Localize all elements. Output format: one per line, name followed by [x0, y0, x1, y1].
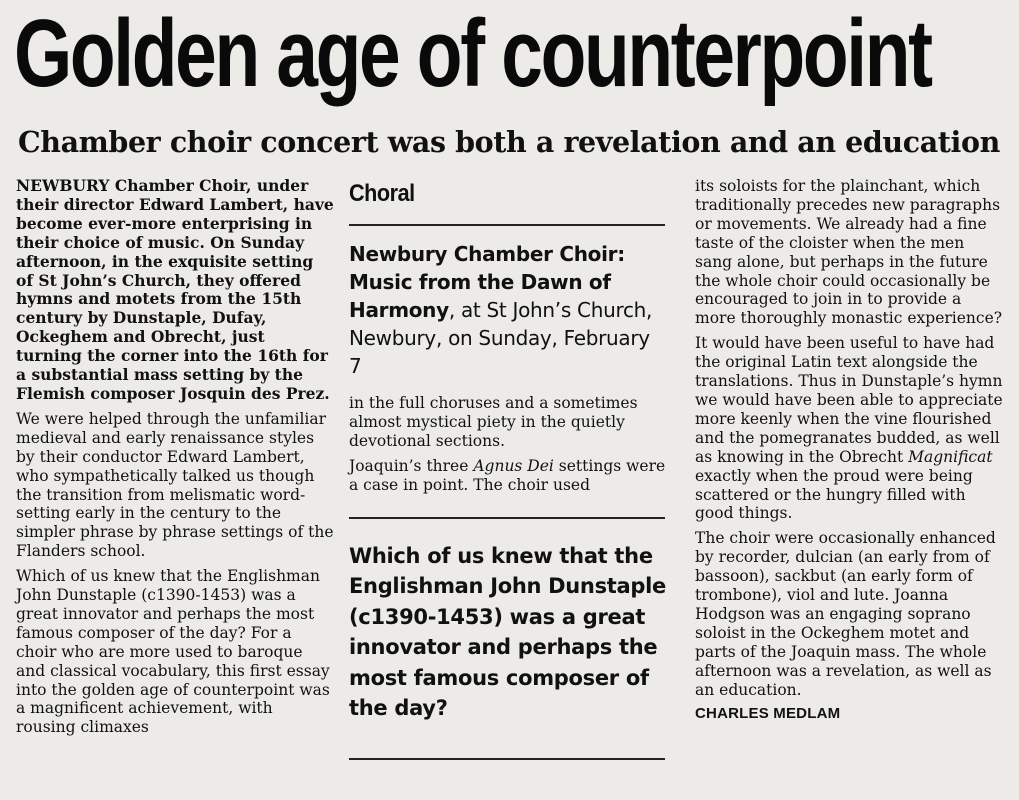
- body-paragraph: [349, 457, 667, 495]
- column-1: [16, 177, 334, 743]
- body-paragraph: Which of us knew that the Englishman John Dunstaple (c1390-1453) was a great innovator and perhaps the most famous composer of the day? For a choir who are more used to baroque and classical vocabulary, this first essay into the golden age of counterpoint was a magnificent achievement, with rousing climaxes: [16, 567, 330, 737]
- subheadline: Chamber choir concert was both a revelation and an education: [18, 125, 1000, 159]
- text-run: It would have been useful to have had the original Latin text alongside the translations. Thus in Dunstaple’s hymn we would have been able to appreciate more keenly when the vine flourished and the pomegranates budded, as well as knowing in the Obrecht: [695, 334, 1003, 466]
- work-title: Agnus Dei: [473, 456, 554, 475]
- section-rubric: Choral: [349, 180, 415, 207]
- byline: CHARLES MEDLAM: [695, 705, 841, 723]
- body-paragraph: in the full choruses and a sometimes almost mystical piety in the quietly devotional sections.: [349, 394, 638, 450]
- pull-quote: Which of us knew that the Englishman John Dunstaple (c1390-1453) was a great innovator and perhaps the most famous composer of the day?: [349, 543, 666, 721]
- lead-paragraph: NEWBURY Chamber Choir, under their director Edward Lambert, have become ever-more enterprising in their choice of music. On Sunday afternoon, in the exquisite setting of St John’s Church, they offered hymns and motets from the 15th century by Dunstaple, Dufay, Ockeghem and Obrecht, just turning the corner into the 16th for a substantial mass setting by the Flemish composer Josquin des Prez.: [16, 176, 334, 403]
- body-paragraph: The choir were occasionally enhanced by recorder, dulcian (an early from of bassoon), sackbut (an early form of trombone), viol and lute. Joanna Hodgson was an engaging soprano soloist in the Ockeghem motet and parts of the Joaquin mass. The whole afternoon was a revelation, as well as an education.: [695, 529, 996, 699]
- column-3: [695, 177, 1005, 724]
- text-run: Joaquin’s three: [349, 456, 474, 475]
- event-title: Newbury Chamber Choir: Music from the Dawn of Harmony: [349, 242, 625, 322]
- work-title: Magnificat: [908, 447, 993, 466]
- body-paragraph: We were helped through the unfamiliar medieval and early renaissance styles by their conductor Edward Lambert, who sympathetically talked us though the transition from melismatic word-setting early in the century to the simpler phrase by phrase settings of the Flanders school.: [16, 409, 334, 561]
- text-run: settings were a case in point. The choir used: [349, 456, 666, 494]
- event-info: [349, 240, 667, 380]
- divider-rule: [349, 517, 665, 519]
- text-run: exactly when the proud were being scattered or the hungry filled with good things.: [695, 466, 973, 523]
- event-details: , at St John’s Church, Newbury, on Sunday, February 7: [349, 298, 653, 378]
- divider-rule: [349, 224, 665, 226]
- body-paragraph: its soloists for the plainchant, which traditionally precedes new paragraphs or movements. We already had a fine taste of the cloister when the men sang alone, but perhaps in the future the whole choir could occasionally be encouraged to join in to provide a more thoroughly monastic experience?: [695, 177, 1003, 328]
- headline: Golden age of counterpoint: [14, 0, 931, 107]
- column-2: [349, 180, 667, 774]
- body-paragraph: [695, 334, 1005, 523]
- divider-rule: [349, 758, 665, 760]
